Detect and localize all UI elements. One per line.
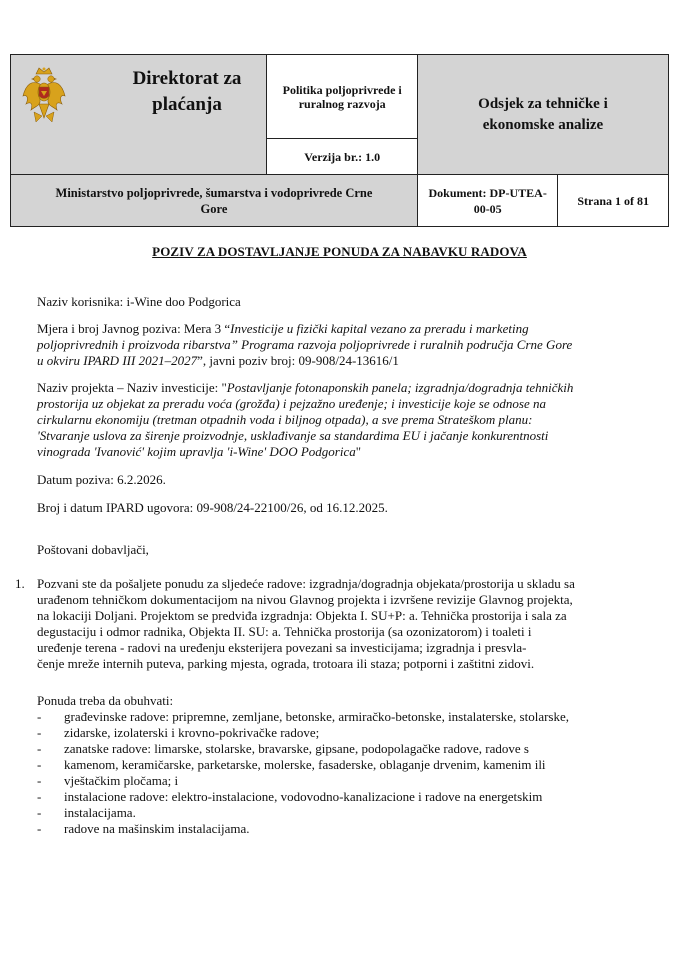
measure-line-3: u okviru IPARD III 2021–2027”, javni poziv broj: 09-908/24-13616/1 bbox=[37, 353, 399, 368]
directorate-line-1: Direktorat za bbox=[132, 68, 242, 89]
policy-line-2: ruralnog razvoja bbox=[298, 96, 386, 111]
project-line-4: 'Stvaranje uslova za širenje proizvodnje, usklađivanje sa standardima EU i jačanje konkurentnosti bbox=[37, 428, 549, 443]
offer-intro: Ponuda treba da obuhvati: bbox=[37, 693, 174, 708]
call-date: Datum poziva: 6.2.2026. bbox=[37, 472, 166, 487]
document-number-cell bbox=[417, 175, 557, 227]
item-1-line: Pozvani ste da pošaljete ponudu za sljedeće radove: izgradnja/dogradnja objekata/prostorija u skladu sa bbox=[37, 576, 575, 591]
measure-line-1: Mjera i broj Javnog poziva: Mera 3 “Investicije u fizički kapital vezano za preradu i marketing bbox=[37, 321, 529, 336]
bullet-dash: - bbox=[37, 773, 42, 788]
bullet-dash: - bbox=[37, 741, 42, 756]
measure-line-2: poljoprivrednih i proizvoda ribarstva” Programa razvoja poljoprivrede i ruralnih područja Crne Gore bbox=[37, 337, 573, 352]
document-title: POZIV ZA DOSTAVLJANJE PONUDA ZA NABAVKU RADOVA bbox=[152, 244, 527, 259]
department-cell bbox=[417, 55, 668, 175]
document-number-line-2: 00-05 bbox=[473, 201, 502, 216]
project-line-2: prostorija uz objekat za preradu voća (grožđa) i pejzažno uređenje; i investicije koje se odnose na bbox=[37, 396, 546, 411]
bullet-dash: - bbox=[37, 725, 42, 740]
version-cell bbox=[267, 139, 418, 175]
directorate-line-2: plaćanja bbox=[152, 94, 222, 115]
bullet-dash: - bbox=[37, 709, 42, 724]
bullet-dash: - bbox=[37, 757, 42, 772]
directorate-name bbox=[112, 66, 262, 118]
project-line-1: Naziv projekta – Naziv investicije: "Postavljanje fotonaponskih panela; izgradnja/dogradnja tehničkih bbox=[37, 380, 574, 395]
measure-paragraph bbox=[37, 321, 647, 369]
document-number-line-1: Dokument: DP-UTEA- bbox=[428, 185, 547, 200]
bullet-dash: - bbox=[37, 789, 42, 804]
item-1-line: čenje mreže internih puteva, parking mjesta, ograda, trotoara ili staza; potporni i zaštitni zidovi. bbox=[37, 656, 535, 671]
item-1-line: na lokaciji Doljani. Projektom se predviđa izgradnja: Objekta I. SU+P: a. Tehnička prostorija i sala za bbox=[37, 608, 567, 623]
project-line-3: cirkularnu ekonomiju (tretman otpadnih voda i biljnog otpada), a sve prema Strateškom planu: bbox=[37, 412, 533, 427]
item-1-line: uređenje terena - radovi na uređenju eksterijera povezani sa investicijama; izgradnja i presvla- bbox=[37, 640, 527, 655]
project-paragraph bbox=[37, 380, 647, 460]
department-line-2: ekonomske analize bbox=[482, 116, 604, 133]
item-1-line: degustaciju i odmor radnika, Objekta II. SU: a. Tehnička prostorija (sa ozonizatorom) i toaleti i bbox=[37, 624, 532, 639]
ministry-cell bbox=[11, 175, 418, 227]
greeting: Poštovani dobavljači, bbox=[37, 542, 149, 557]
ministry-line-1: Ministarstvo poljoprivrede, šumarstva i vodoprivrede Crne bbox=[55, 185, 373, 200]
bullet-dash: - bbox=[37, 805, 42, 820]
bullet-dash: - bbox=[37, 821, 42, 836]
page-number-cell bbox=[558, 175, 669, 227]
ministry-line-2: Gore bbox=[200, 201, 228, 216]
policy-line-1: Politika poljoprivrede i bbox=[282, 82, 402, 97]
version-label: Verzija br.: 1.0 bbox=[304, 149, 381, 164]
project-line-5: vinograda 'Ivanović' kojim upravlja 'i-Wine' DOO Podgorica" bbox=[37, 444, 362, 459]
item-1-line: urađenom tehničkom dokumentacijom na nivou Glavnog projekta i izvršene revizije Glavnog projekta, bbox=[37, 592, 573, 607]
ipard-contract: Broj i datum IPARD ugovora: 09-908/24-22100/26, od 16.12.2025. bbox=[37, 500, 388, 515]
coat-of-arms-icon bbox=[22, 66, 66, 126]
item-1-paragraph bbox=[37, 576, 657, 672]
item-number: 1. bbox=[15, 576, 25, 591]
page-number: Strana 1 of 81 bbox=[577, 193, 650, 208]
policy-cell bbox=[267, 55, 418, 139]
document-header bbox=[10, 54, 669, 227]
department-line-1: Odsjek za tehničke i bbox=[478, 95, 608, 112]
beneficiary-name: Naziv korisnika: i-Wine doo Podgorica bbox=[37, 294, 241, 309]
